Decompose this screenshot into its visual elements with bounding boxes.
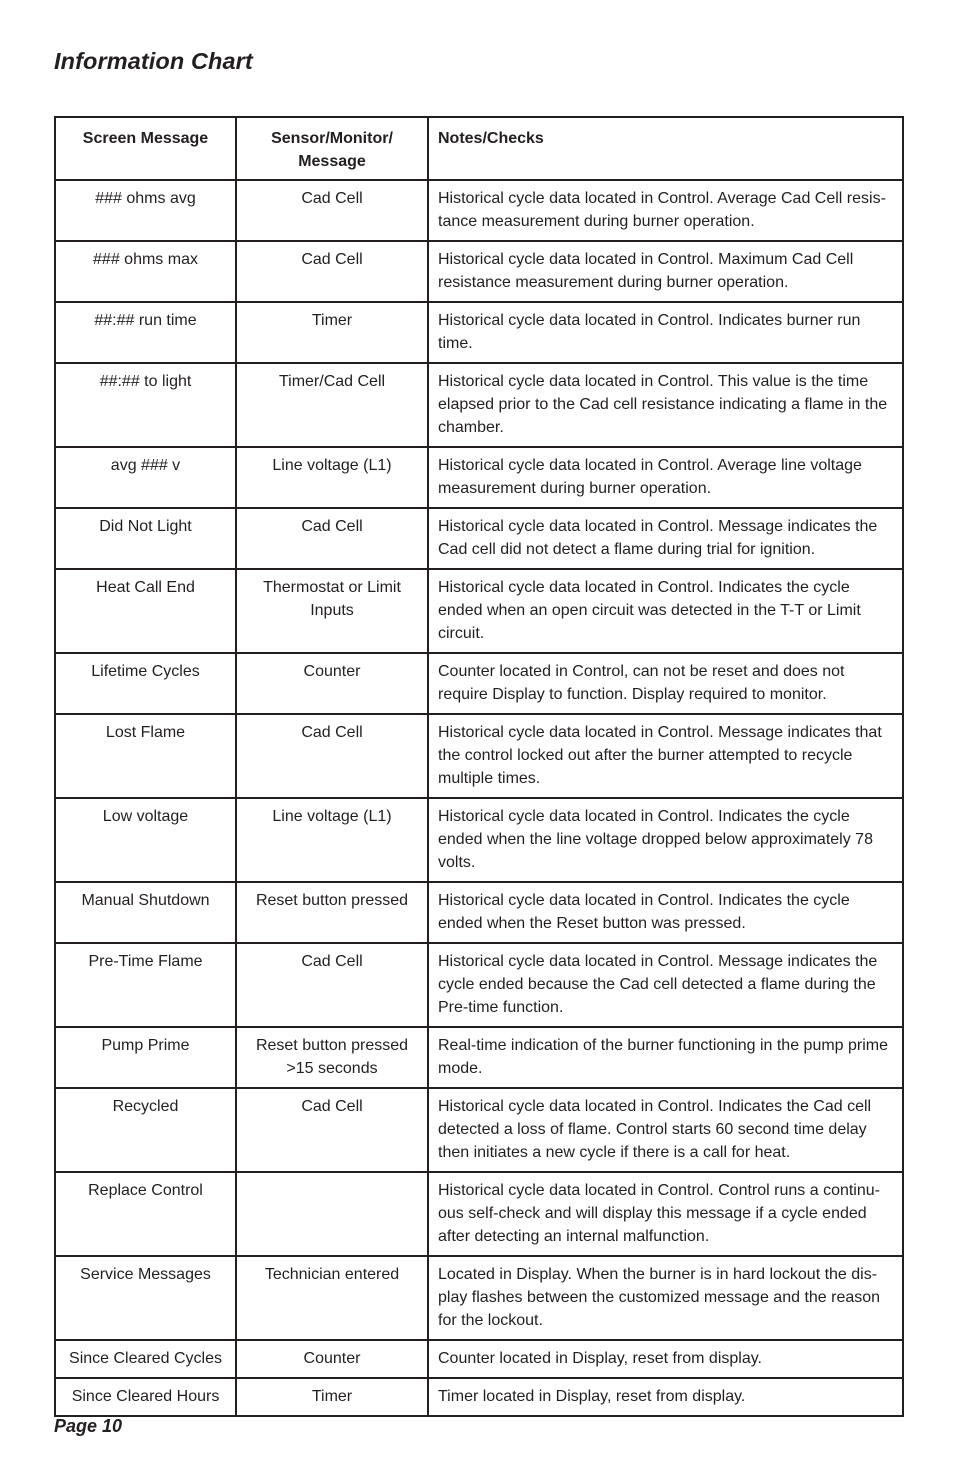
information-chart-table	[54, 116, 904, 1417]
notes-cell: Historical cycle data located in Control. Message indicates that the control locked out after the burner attempted to recycle multiple times.	[428, 714, 903, 798]
notes-cell: Historical cycle data located in Control. This value is the time elapsed prior to the Cad cell resistance indicating a flame in the chamber.	[428, 363, 903, 447]
sensor-cell: Reset button pressed	[236, 882, 428, 943]
sensor-cell: Cad Cell	[236, 1088, 428, 1172]
sensor-cell: Line voltage (L1)	[236, 798, 428, 882]
notes-cell: Historical cycle data located in Control. Indicates the cycle ended when the line voltage dropped below approximately 78 volts.	[428, 798, 903, 882]
notes-cell: Historical cycle data located in Control. Indicates the cycle ended when an open circuit was detected in the T-T or Limit circuit.	[428, 569, 903, 653]
screen-message-cell: Low voltage	[55, 798, 236, 882]
table-row	[55, 882, 903, 943]
table-row	[55, 180, 903, 241]
screen-message-cell: ### ohms max	[55, 241, 236, 302]
table-row	[55, 653, 903, 714]
notes-cell: Historical cycle data located in Control. Average line voltage measurement during burner operation.	[428, 447, 903, 508]
table-header-row	[55, 117, 903, 180]
sensor-cell: Line voltage (L1)	[236, 447, 428, 508]
screen-message-cell: Since Cleared Hours	[55, 1378, 236, 1416]
notes-cell: Historical cycle data located in Control. Indicates the Cad cell detected a loss of flame. Control starts 60 second time delay then initiates a new cycle if there is a call for heat.	[428, 1088, 903, 1172]
notes-cell: Historical cycle data located in Control. Message indicates the cycle ended because the Cad cell detected a flame during the Pre-time function.	[428, 943, 903, 1027]
notes-cell: Historical cycle data located in Control. Control runs a continu-ous self-check and will display this message if a cycle ended after detecting an internal malfunction.	[428, 1172, 903, 1256]
screen-message-cell: Heat Call End	[55, 569, 236, 653]
sensor-cell: Cad Cell	[236, 943, 428, 1027]
table-row	[55, 447, 903, 508]
table-row	[55, 1256, 903, 1340]
column-header-screen-message: Screen Message	[55, 117, 236, 180]
notes-cell: Historical cycle data located in Control. Message indicates the Cad cell did not detect a flame during trial for ignition.	[428, 508, 903, 569]
table-row	[55, 1340, 903, 1378]
table-row	[55, 1172, 903, 1256]
table-row	[55, 943, 903, 1027]
screen-message-cell: Since Cleared Cycles	[55, 1340, 236, 1378]
screen-message-cell: Replace Control	[55, 1172, 236, 1256]
notes-cell: Historical cycle data located in Control. Indicates burner run time.	[428, 302, 903, 363]
screen-message-cell: ##:## to light	[55, 363, 236, 447]
notes-cell: Real-time indication of the burner functioning in the pump prime mode.	[428, 1027, 903, 1088]
sensor-cell: Cad Cell	[236, 508, 428, 569]
notes-cell: Historical cycle data located in Control. Maximum Cad Cell resistance measurement during burner operation.	[428, 241, 903, 302]
screen-message-cell: Pre-Time Flame	[55, 943, 236, 1027]
table-row	[55, 714, 903, 798]
sensor-cell: Timer/Cad Cell	[236, 363, 428, 447]
table-row	[55, 302, 903, 363]
sensor-cell: Cad Cell	[236, 714, 428, 798]
screen-message-cell: Service Messages	[55, 1256, 236, 1340]
sensor-cell: Timer	[236, 302, 428, 363]
table-row	[55, 241, 903, 302]
column-header-notes-checks: Notes/Checks	[428, 117, 903, 180]
table-row	[55, 1027, 903, 1088]
screen-message-cell: ##:## run time	[55, 302, 236, 363]
table-row	[55, 569, 903, 653]
notes-cell: Counter located in Display, reset from display.	[428, 1340, 903, 1378]
column-header-sensor-monitor-message: Sensor/Monitor/ Message	[236, 117, 428, 180]
sensor-cell	[236, 1172, 428, 1256]
sensor-cell: Reset button pressed >15 seconds	[236, 1027, 428, 1088]
sensor-cell: Counter	[236, 1340, 428, 1378]
table-row	[55, 1088, 903, 1172]
sensor-cell: Technician entered	[236, 1256, 428, 1340]
table-row	[55, 798, 903, 882]
screen-message-cell: Manual Shutdown	[55, 882, 236, 943]
notes-cell: Timer located in Display, reset from display.	[428, 1378, 903, 1416]
notes-cell: Historical cycle data located in Control. Indicates the cycle ended when the Reset button was pressed.	[428, 882, 903, 943]
page-number: Page 10	[54, 1416, 123, 1436]
screen-message-cell: Pump Prime	[55, 1027, 236, 1088]
sensor-cell: Timer	[236, 1378, 428, 1416]
table-row	[55, 363, 903, 447]
screen-message-cell: Recycled	[55, 1088, 236, 1172]
screen-message-cell: Lifetime Cycles	[55, 653, 236, 714]
page-title: Information Chart	[54, 48, 253, 74]
screen-message-cell: avg ### v	[55, 447, 236, 508]
notes-cell: Counter located in Control, can not be reset and does not require Display to function. Display required to monitor.	[428, 653, 903, 714]
notes-cell: Located in Display. When the burner is in hard lockout the dis-play flashes between the customized message and the reason for the lockout.	[428, 1256, 903, 1340]
screen-message-cell: Did Not Light	[55, 508, 236, 569]
sensor-cell: Thermostat or Limit Inputs	[236, 569, 428, 653]
table-row	[55, 1378, 903, 1416]
table-row	[55, 508, 903, 569]
screen-message-cell: Lost Flame	[55, 714, 236, 798]
screen-message-cell: ### ohms avg	[55, 180, 236, 241]
notes-cell: Historical cycle data located in Control. Average Cad Cell resis-tance measurement during burner operation.	[428, 180, 903, 241]
sensor-cell: Cad Cell	[236, 241, 428, 302]
sensor-cell: Cad Cell	[236, 180, 428, 241]
sensor-cell: Counter	[236, 653, 428, 714]
